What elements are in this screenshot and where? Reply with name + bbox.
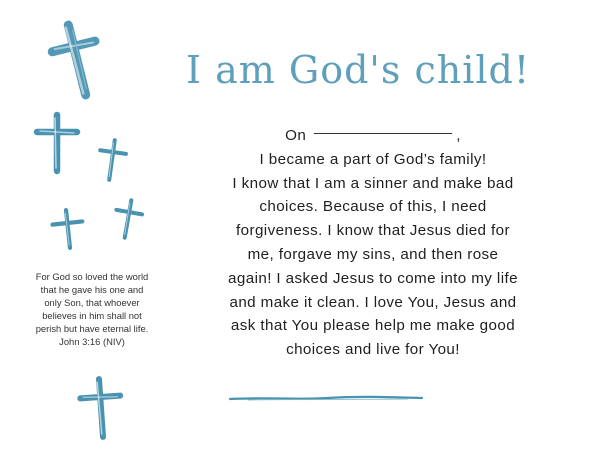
cross-icon: [93, 136, 131, 184]
verse-line: believes in him shall not: [42, 309, 142, 321]
commitment-line: forgiveness. I know that Jesus died for: [236, 222, 510, 240]
page-title: I am God's child!: [186, 48, 531, 92]
verse-line: only Son, that whoever: [44, 296, 140, 308]
commitment-line: I know that I am a sinner and make bad: [232, 174, 514, 192]
verse-line: For God so loved the world: [35, 271, 149, 282]
commitment-line: and make it clean. I love You, Jesus and: [229, 293, 517, 311]
date-comma: ,: [456, 127, 461, 144]
commitment-line: choices and live for You!: [286, 341, 460, 359]
verse-reference: John 3:16 (NIV): [59, 335, 125, 347]
verse-line: that he gave his one and: [40, 283, 144, 295]
commitment-line: me, forgave my sins, and then rose: [247, 245, 499, 263]
cross-icon: [74, 374, 128, 441]
commitment-line: again! I asked Jesus to come into my life: [228, 269, 518, 287]
signature-line: [228, 392, 424, 404]
date-blank-line: [314, 133, 452, 134]
commitment-text: [205, 124, 541, 362]
verse-line: perish but have eternal life.: [35, 322, 149, 334]
cross-icon: [37, 14, 117, 107]
date-line: [205, 124, 541, 148]
on-label: On: [285, 127, 307, 144]
cross-icon: [109, 196, 148, 243]
cross-icon: [48, 206, 88, 252]
commitment-line: I became a part of God’s family!: [259, 150, 487, 168]
bible-verse: [8, 271, 176, 348]
commitment-line: choices. Because of this, I need: [259, 198, 487, 216]
cross-icon: [32, 112, 82, 174]
commitment-line: ask that You please help me make good: [230, 317, 516, 335]
